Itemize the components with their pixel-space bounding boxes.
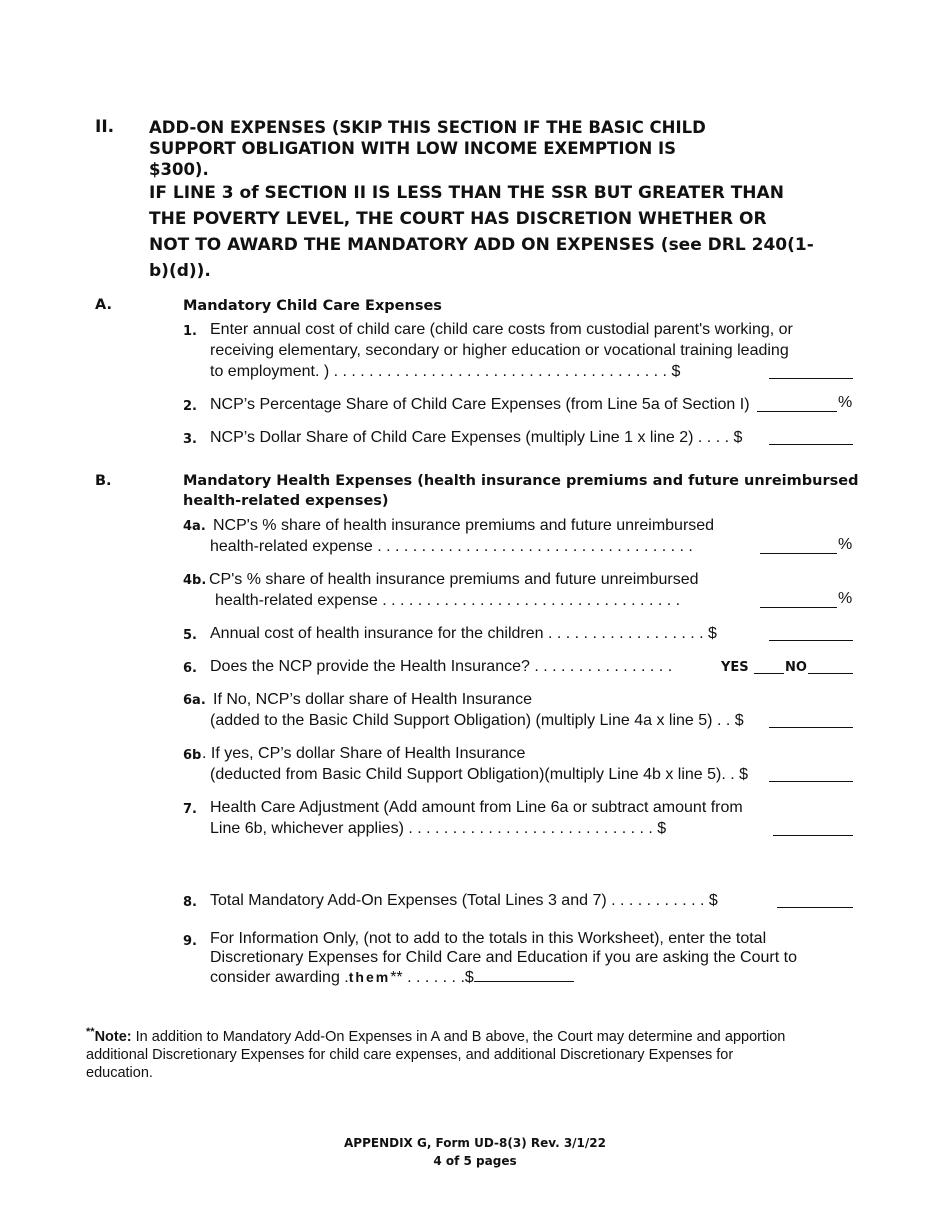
item-4b-line2: health-related expense . . . . . . . . . . . . . . . . . . . . . . . . . . . . . . . . . . xyxy=(215,592,681,609)
no-label: NO xyxy=(785,660,807,675)
item-number: 6b xyxy=(183,748,202,763)
section-heading2-line: b)(d)). xyxy=(149,261,211,281)
item-1-amount-field[interactable] xyxy=(769,378,853,379)
item-9-them: them xyxy=(348,969,391,985)
item-number: 1. xyxy=(183,324,197,339)
item-4a-percent-field[interactable] xyxy=(760,553,837,554)
item-6b-amount-field[interactable] xyxy=(769,781,853,782)
section-heading-line: ADD-ON EXPENSES (SKIP THIS SECTION IF THE BASIC CHILD xyxy=(149,118,706,137)
item-number: 9. xyxy=(183,934,197,949)
note-stars: ** xyxy=(86,1026,95,1038)
item-7-text xyxy=(210,797,743,839)
item-9-text xyxy=(210,929,797,987)
item-3-amount-field[interactable] xyxy=(769,444,853,445)
item-8-amount-field[interactable] xyxy=(777,907,853,908)
item-number: 3. xyxy=(183,432,197,447)
item-6b-line1: . If yes, CP’s dollar Share of Health Insurance xyxy=(202,745,526,762)
item-5-amount-field[interactable] xyxy=(769,640,853,641)
part-b-title-line: Mandatory Health Expenses (health insurance premiums and future unreimbursed xyxy=(183,473,859,489)
section-heading2-line: IF LINE 3 of SECTION II IS LESS THAN THE SSR BUT GREATER THAN xyxy=(149,183,784,203)
item-text-line: For Information Only, (not to add to the totals in this Worksheet), enter the total xyxy=(210,930,767,947)
item-6a-line2: (added to the Basic Child Support Obligation) (multiply Line 4a x line 5) . . $ xyxy=(210,712,744,729)
item-text-line: Discretionary Expenses for Child Care and Education if you are asking the Court to xyxy=(210,949,797,966)
footer-page-count: 4 of 5 pages xyxy=(433,1154,517,1168)
item-number: 6. xyxy=(183,661,197,676)
footnote xyxy=(86,1023,916,1082)
item-number: 8. xyxy=(183,895,197,910)
item-number: 5. xyxy=(183,628,197,643)
item-4a-line2: health-related expense . . . . . . . . . . . . . . . . . . . . . . . . . . . . . . . . . . . . xyxy=(210,538,693,555)
item-6a-line1: If No, NCP’s dollar share of Health Insurance xyxy=(213,691,532,708)
item-number: 4b. xyxy=(183,573,207,588)
item-text-line xyxy=(210,967,797,987)
note-label: Note: xyxy=(94,1028,132,1045)
item-3-text: NCP’s Dollar Share of Child Care Expenses (multiply Line 1 x line 2) . . . . $ xyxy=(210,429,743,446)
item-1-text xyxy=(210,319,793,382)
item-6b-line2: (deducted from Basic Child Support Obligation)(multiply Line 4b x line 5). . $ xyxy=(210,766,749,783)
section-heading xyxy=(149,117,706,180)
item-4b-percent-field[interactable] xyxy=(760,607,837,608)
item-text-line: receiving elementary, secondary or higher education or vocational training leading xyxy=(210,342,789,359)
item-text-line: Line 6b, whichever applies) . . . . . . . . . . . . . . . . . . . . . . . . . . . . $ xyxy=(210,820,667,837)
item-7-amount-field[interactable] xyxy=(773,835,853,836)
yes-label: YES xyxy=(721,660,749,675)
item-text-line: Enter annual cost of child care (child care costs from custodial parent's working, or xyxy=(210,321,793,338)
yes-field[interactable] xyxy=(754,673,784,674)
percent-sign: % xyxy=(838,590,853,607)
section-heading2-line: NOT TO AWARD THE MANDATORY ADD ON EXPENSES (see DRL 240(1- xyxy=(149,235,814,255)
footer-form-id: APPENDIX G, Form UD-8(3) Rev. 3/1/22 xyxy=(344,1136,606,1150)
note-text-line: additional Discretionary Expenses for child care expenses, and additional Discretionary Expenses for xyxy=(86,1046,734,1063)
section-numeral: II. xyxy=(95,117,115,137)
item-text-line: to employment. ) . . . . . . . . . . . . . . . . . . . . . . . . . . . . . . . . . . . . . . $ xyxy=(210,363,681,380)
item-8-text: Total Mandatory Add-On Expenses (Total Lines 3 and 7) . . . . . . . . . . . $ xyxy=(210,892,718,909)
item-9-tail: ** . . . . . . .$ xyxy=(390,969,474,986)
item-number: 7. xyxy=(183,802,197,817)
item-9-line3: consider awarding . xyxy=(210,969,349,986)
item-number: 6a. xyxy=(183,693,206,708)
part-a-title: Mandatory Child Care Expenses xyxy=(183,298,442,314)
part-a-letter: A. xyxy=(95,297,112,313)
percent-sign: % xyxy=(838,536,853,553)
item-6a-amount-field[interactable] xyxy=(769,727,853,728)
no-field[interactable] xyxy=(808,673,853,674)
item-number: 4a. xyxy=(183,519,206,534)
item-4b-line1: CP's % share of health insurance premiums and future unreimbursed xyxy=(209,571,699,588)
part-b-title xyxy=(183,471,858,511)
section-heading-discretion xyxy=(149,180,814,284)
percent-sign: % xyxy=(838,394,853,411)
item-2-text: NCP’s Percentage Share of Child Care Expenses (from Line 5a of Section I) xyxy=(210,396,750,413)
item-2-percent-field[interactable] xyxy=(757,411,837,412)
item-number: 2. xyxy=(183,399,197,414)
section-heading-line: SUPPORT OBLIGATION WITH LOW INCOME EXEMPTION IS xyxy=(149,139,677,158)
note-text-line: education. xyxy=(86,1064,153,1081)
part-b-letter: B. xyxy=(95,473,112,489)
section-heading-line: $300). xyxy=(149,160,209,179)
item-5-text: Annual cost of health insurance for the children . . . . . . . . . . . . . . . . . . $ xyxy=(210,625,717,642)
part-b-title-line: health-related expenses) xyxy=(183,493,389,509)
item-6-text: Does the NCP provide the Health Insurance? . . . . . . . . . . . . . . . . xyxy=(210,658,673,675)
item-text-line: Health Care Adjustment (Add amount from Line 6a or subtract amount from xyxy=(210,799,743,816)
item-4a-line1: NCP's % share of health insurance premiums and future unreimbursed xyxy=(213,517,715,534)
note-text-line: In addition to Mandatory Add-On Expenses in A and B above, the Court may determine and apportion xyxy=(131,1028,786,1045)
item-9-amount-field[interactable] xyxy=(474,967,574,982)
section-heading2-line: THE POVERTY LEVEL, THE COURT HAS DISCRETION WHETHER OR xyxy=(149,209,767,229)
